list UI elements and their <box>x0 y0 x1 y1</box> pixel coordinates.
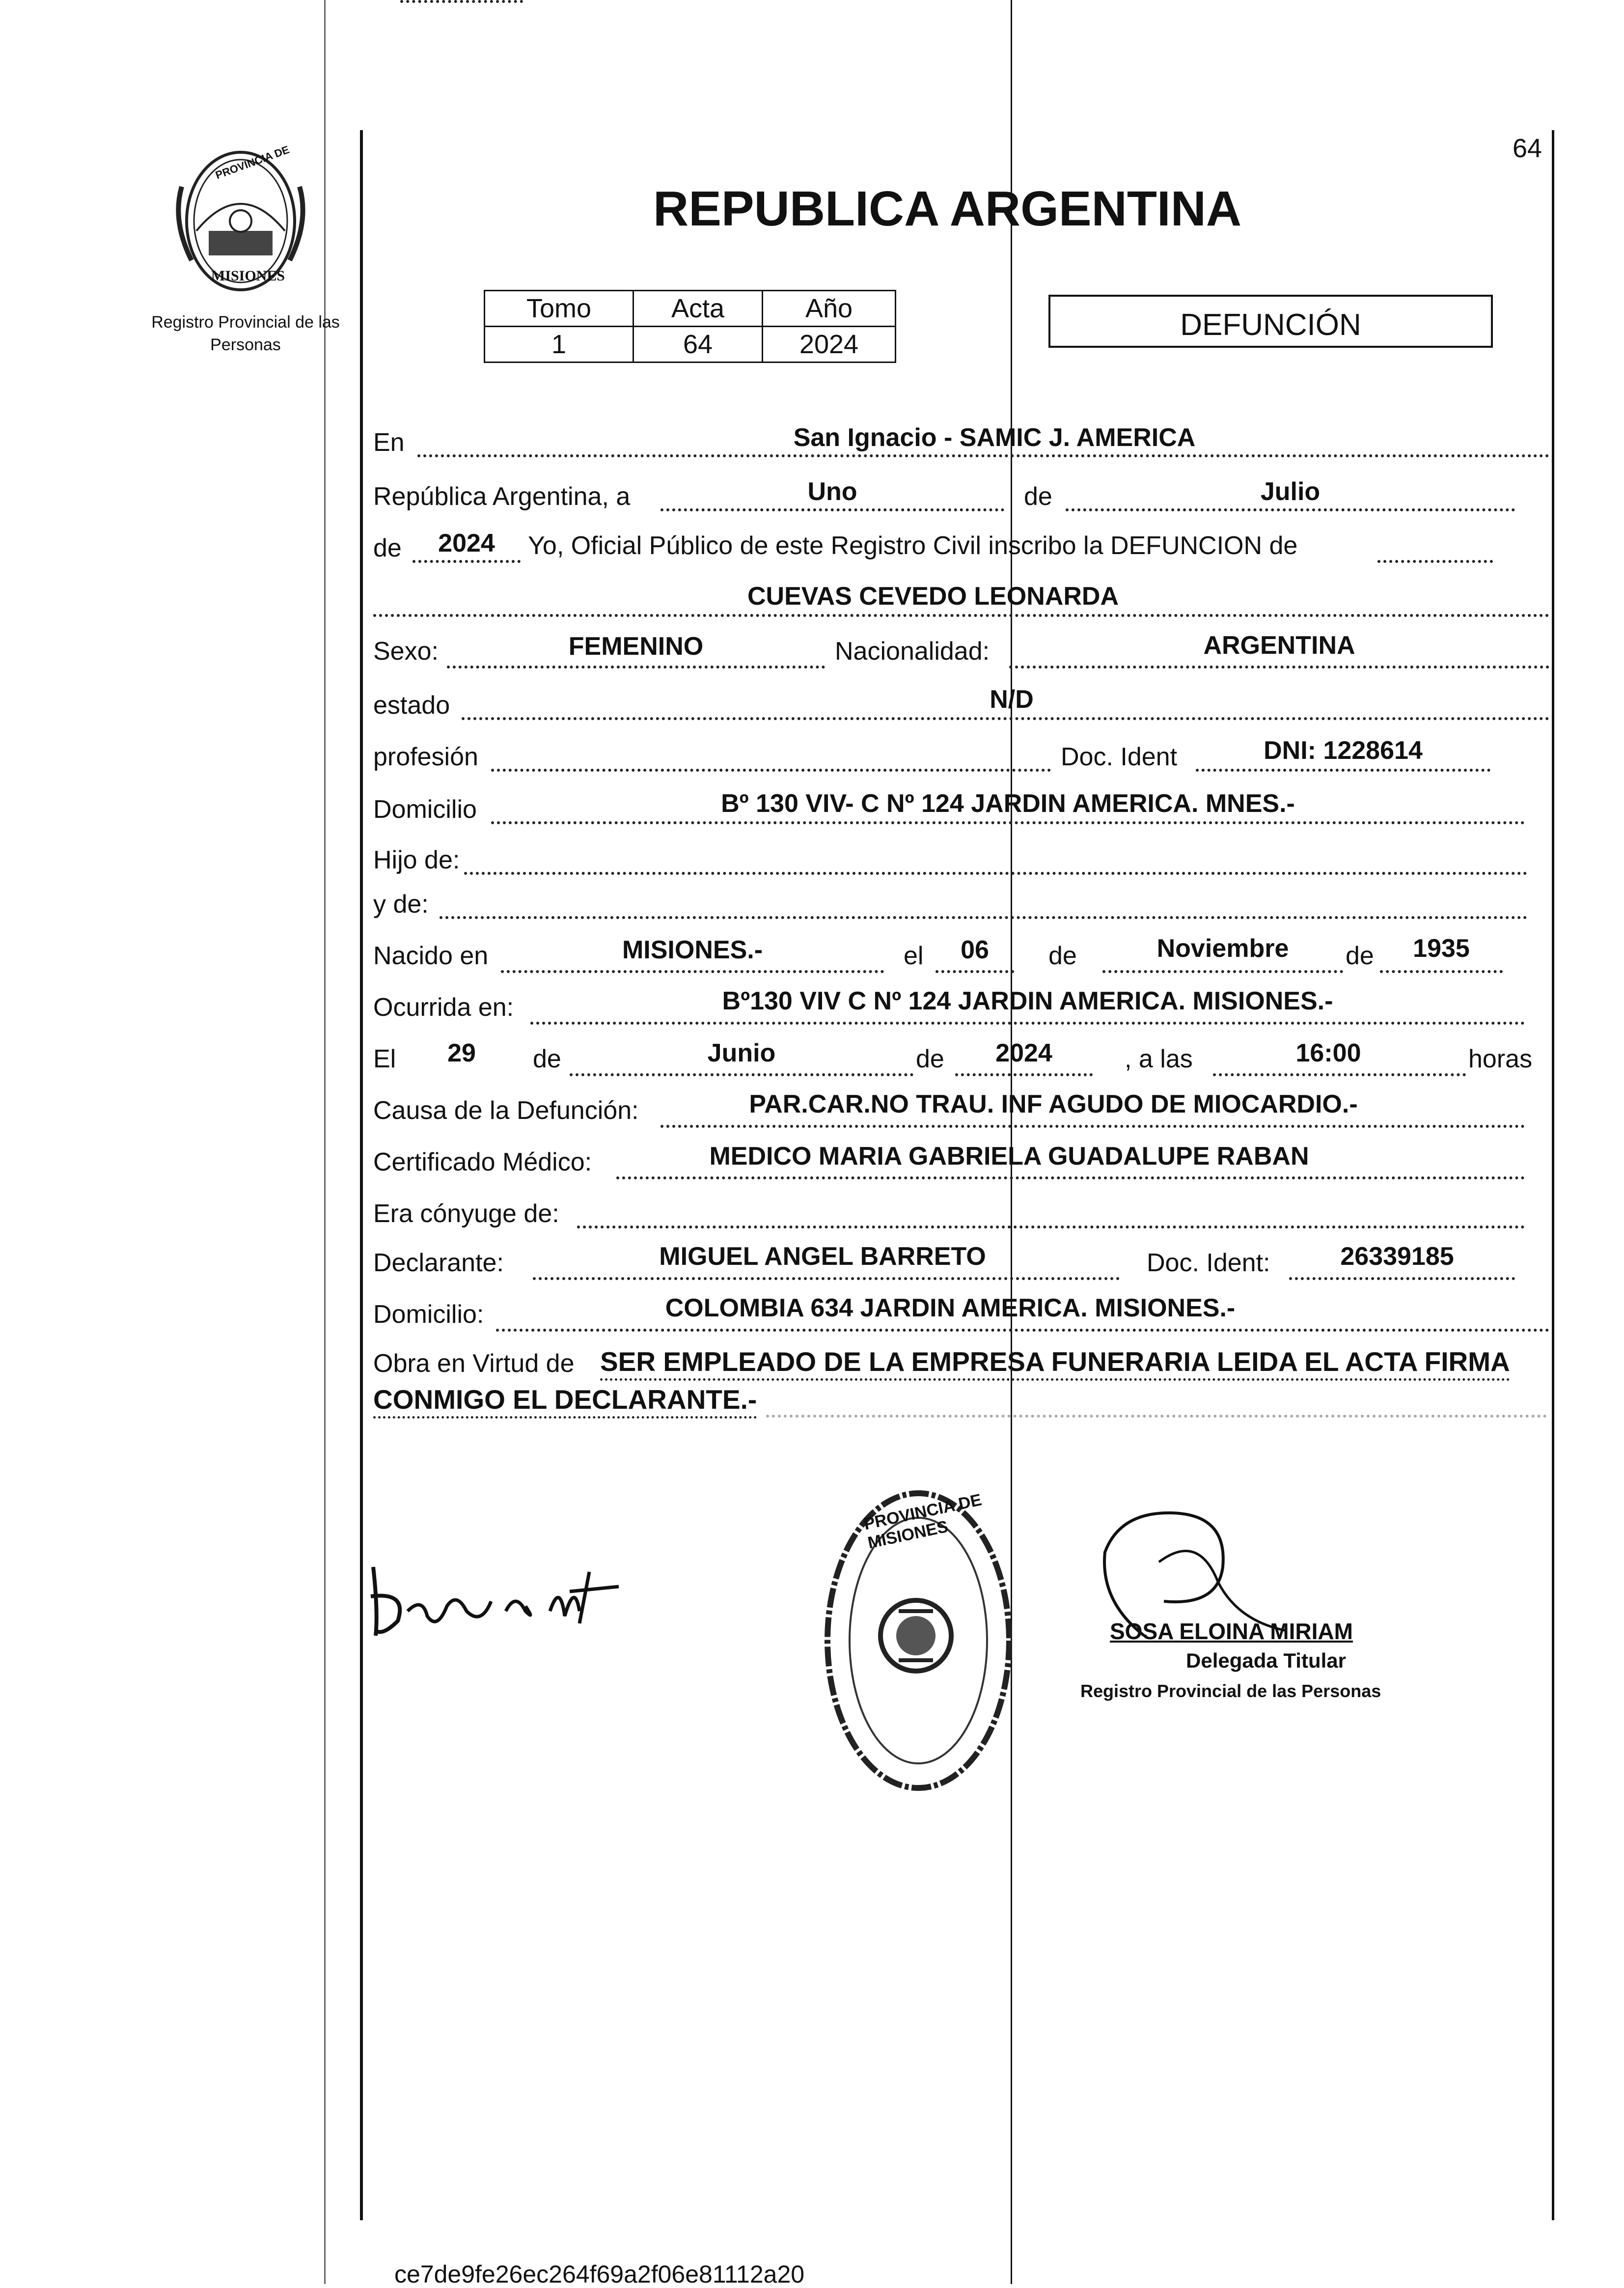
act-type: DEFUNCIÓN <box>1180 308 1361 342</box>
declarante-doc-label: Doc. Ident: <box>1147 1249 1270 1277</box>
ocurrida-en-value: Bº130 VIV C Nº 124 JARDIN AMERICA. MISIONES.- <box>722 987 1333 1015</box>
el-label: el <box>904 942 924 970</box>
act-type-box <box>1048 295 1493 348</box>
month-text: Julio <box>1260 477 1321 506</box>
de-label-6: de <box>916 1045 944 1073</box>
nacionalidad-line <box>1009 666 1549 669</box>
certificado-value: MEDICO MARIA GABRIELA GUADALUPE RABAN <box>709 1142 1309 1171</box>
sexo-value: FEMENINO <box>568 632 704 661</box>
death-month-line <box>570 1073 913 1076</box>
declarant-signature <box>363 1537 629 1650</box>
record-metadata-table <box>484 290 896 363</box>
conyuge-line <box>577 1226 1525 1228</box>
a-las-label: , a las <box>1125 1045 1193 1073</box>
document-hash: ce7de9fe26ec264f69a2f06e81112a20 <box>394 2260 805 2288</box>
page-title: REPUBLICA ARGENTINA <box>653 181 1242 236</box>
col-acta: Acta <box>633 291 763 327</box>
val-tomo: 1 <box>485 327 633 363</box>
right-margin-line <box>1552 130 1554 2220</box>
estado-line <box>462 717 1549 720</box>
republica-label: República Argentina, a <box>373 482 631 511</box>
causa-value: PAR.CAR.NO TRAU. INF AGUDO DE MIOCARDIO.- <box>749 1090 1358 1118</box>
obra-trailing-line <box>766 1415 1547 1418</box>
seal-text: PROVINCIA DE MISIONES <box>862 1490 984 1553</box>
de-label-1: de <box>1024 482 1052 511</box>
de-label-2: de <box>373 534 402 562</box>
officer-line <box>1377 560 1493 563</box>
year-line <box>413 560 521 563</box>
hijo-label: Hijo de: <box>373 846 460 874</box>
nacido-line <box>501 970 884 973</box>
obra-line-2: CONMIGO EL DECLARANTE.- <box>373 1386 757 1419</box>
day-text: Uno <box>807 477 857 506</box>
doc-ident-value: DNI: 1228614 <box>1264 736 1423 765</box>
official-name: SOSA ELOINA MIRIAM <box>1110 1618 1353 1644</box>
declarante-doc-value: 26339185 <box>1340 1242 1454 1271</box>
certificado-line <box>616 1176 1525 1179</box>
nacionalidad-value: ARGENTINA <box>1203 631 1355 660</box>
nacido-en-value: MISIONES.- <box>622 936 763 964</box>
birth-year: 1935 <box>1413 934 1470 963</box>
obra-label: Obra en Virtud de <box>373 1349 575 1378</box>
birth-day: 06 <box>961 936 989 964</box>
horas-label: horas <box>1468 1045 1533 1073</box>
doc-ident-line <box>1196 769 1490 772</box>
year-value: 2024 <box>438 529 495 558</box>
causa-label: Causa de la Defunción: <box>373 1096 639 1125</box>
sexo-line <box>447 666 825 669</box>
conyuge-label: Era cónyuge de: <box>373 1200 559 1228</box>
official-agency: Registro Provincial de las Personas <box>1080 1681 1381 1701</box>
birth-year-line <box>1380 970 1503 973</box>
domicilio-label: Domicilio <box>373 795 477 824</box>
deceased-name: CUEVAS CEVEDO LEONARDA <box>747 582 1119 611</box>
estado-label: estado <box>373 691 450 720</box>
signature-scribble-icon <box>363 1537 629 1650</box>
val-ano: 2024 <box>763 327 896 363</box>
de-label-4: de <box>1346 942 1374 970</box>
declarante-label: Declarante: <box>373 1249 504 1277</box>
nacionalidad-label: Nacionalidad: <box>835 637 990 666</box>
death-year: 2024 <box>995 1039 1052 1067</box>
death-day-line <box>400 0 523 3</box>
declarante-line <box>533 1277 1120 1280</box>
y-de-line <box>440 916 1527 919</box>
month-line <box>1066 508 1515 511</box>
death-year-line <box>955 1073 1093 1076</box>
col-ano: Año <box>763 291 896 327</box>
nacido-label: Nacido en <box>373 942 489 970</box>
death-time: 16:00 <box>1295 1039 1361 1067</box>
birth-month: Noviembre <box>1156 934 1289 963</box>
profesion-line <box>491 769 1051 772</box>
province-logo <box>162 143 319 295</box>
sexo-label: Sexo: <box>373 637 439 666</box>
death-day: 29 <box>447 1039 476 1067</box>
official-title: Delegada Titular <box>1186 1649 1346 1672</box>
col-tomo: Tomo <box>485 291 633 327</box>
causa-line <box>661 1125 1525 1128</box>
y-de-label: y de: <box>373 890 429 919</box>
day-line <box>661 508 1004 511</box>
agency-name: Registro Provincial de las Personas <box>151 313 340 354</box>
certificado-label: Certificado Médico: <box>373 1148 592 1176</box>
death-month: Junio <box>707 1039 776 1067</box>
ocurrida-label: Ocurrida en: <box>373 993 514 1022</box>
left-margin-line <box>360 130 363 2220</box>
obra-line-1: SER EMPLEADO DE LA EMPRESA FUNERARIA LEIDA EL ACTA FIRMA <box>600 1348 1510 1381</box>
official-seal <box>810 1479 1026 1803</box>
hijo-line <box>464 872 1527 875</box>
page-number: 64 <box>1513 134 1542 163</box>
dom2-line <box>496 1329 1549 1332</box>
logo-text-top: PROVINCIA DE <box>214 143 291 182</box>
domicilio-value: Bº 130 VIV- C Nº 124 JARDIN AMERICA. MNES.- <box>721 789 1295 818</box>
declarante-domicilio-value: COLOMBIA 634 JARDIN AMERICA. MISIONES.- <box>665 1294 1236 1322</box>
estado-value: N/D <box>990 685 1034 714</box>
de-label-3: de <box>1048 942 1077 970</box>
ocurrida-line <box>530 1022 1525 1025</box>
officer-text: Yo, Oficial Público de este Registro Civil inscribo la DEFUNCION de <box>528 531 1298 560</box>
declarante-doc-line <box>1289 1277 1515 1280</box>
birth-day-line <box>936 970 1014 973</box>
name-line <box>373 614 1549 617</box>
en-label: En <box>373 428 405 457</box>
declarante-value: MIGUEL ANGEL BARRETO <box>659 1242 986 1271</box>
doc-ident-label: Doc. Ident <box>1061 743 1178 771</box>
logo-text-bottom: MISIONES <box>211 268 285 284</box>
val-acta: 64 <box>633 327 763 363</box>
domicilio-line <box>491 821 1525 824</box>
en-line <box>417 454 1549 457</box>
birth-month-line <box>1102 970 1343 973</box>
time-line <box>1213 1073 1466 1076</box>
dom2-label: Domicilio: <box>373 1300 484 1329</box>
profesion-label: profesión <box>373 743 478 771</box>
death-el-label: El <box>373 1045 396 1073</box>
place-value: San Ignacio - SAMIC J. AMERICA <box>793 423 1196 452</box>
de-label-5: de <box>533 1045 561 1073</box>
